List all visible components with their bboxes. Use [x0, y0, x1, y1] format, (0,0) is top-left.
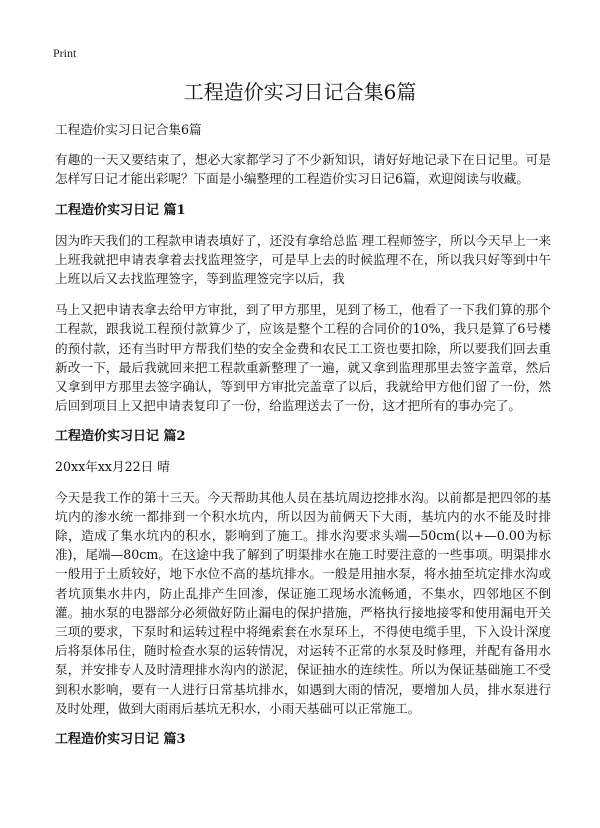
- section-1-paragraph-1: 因为昨天我们的工程款申请表填好了，还没有拿给总监 理工程师签字，所以今天早上一来上班我就把申请表拿着去找监理签字，可是早上去的时候监理不在，所以我只好等到中午上班以后又去找监理签字，等到监理签完字以后，我: [55, 232, 551, 287]
- print-label[interactable]: Print: [53, 46, 77, 60]
- article-subtitle: 工程造价实习日记合集6篇: [55, 122, 202, 137]
- article-body: [55, 120, 551, 760]
- section-1-paragraph-2: 马上又把申请表拿去给甲方审批，到了甲方那里，见到了杨工，他看了一下我们算的那个工程款，跟我说工程预付款算少了，应该是整个工程的合同价的10%，我只是算了6号楼的预付款，还有当时甲方帮我们垫的安全金费和农民工工资也要扣除，所以要我们回去重新改一下，最后我就回来把工程款重新整理了一遍，就又拿到监理那里去签字盖章，然后又拿到甲方那里去签字确认，等到甲方审批完盖章了以后，我就给甲方他们留了一份，然后回到项目上又把申请表复印了一份，给监理送去了一份，这才把所有的事办完了。: [55, 302, 551, 414]
- page-title: 工程造价实习日记合集6篇: [183, 80, 417, 104]
- section-heading-1: 工程造价实习日记 篇1: [55, 202, 186, 218]
- section-heading-2: 工程造价实习日记 篇2: [55, 429, 186, 445]
- section-2-date: 20xx年xx月22日 晴: [55, 459, 170, 475]
- section-heading-3: 工程造价实习日记 篇3: [55, 732, 186, 748]
- intro-paragraph: 有趣的一天又要结束了，想必大家都学习了不少新知识，请好好地记录下在日记里。可是怎样写日记才能出彩呢？下面是小编整理的工程造价实习日记6篇，欢迎阅读与收藏。: [55, 152, 551, 187]
- section-2-paragraph-1: 今天是我工作的第十三天。今天帮助其他人员在基坑周边挖排水沟。以前都是把四邻的基坑内的渗水统一都排到一个积水坑内，所以因为前俩天下大雨，基坑内的水不能及时排除，造成了集水坑内的积水，影响到了施工。排水沟要求头端—50cm(以+—0.00为标准)，尾端—80cm。在这途中我了解到了明渠排水在施工时要注意的一些事项。明渠排水一般用于土质较好，地下水位不高的基坑排水。一般是用抽水泵，将水抽至坑定排水沟或者坑顶集水井内，防止乱排产生回渗，保证施工现场水流畅通，不集水，四邻地区不倒灌。抽水泵的电器部分必须做好防止漏电的保护措施，严格执行接地接零和使用漏电开关三项的要求，下泵时和运转过程中将绳索套在水泵环上，不得使电缆手里，下入设计深度后将泵体吊住，随时检查水泵的运转情况，对运转不正常的水泵及时修理，并配有备用水泵，并安排专人及时清理排水沟内的淤泥，保证抽水的连续性。所以为保证基础施工不受到积水影响，要有一人进行日常基坑排水，如遇到大雨的情况，要增加人员，排水泵进行及时处理，做到大雨雨后基坑无积水，小雨天基础可以正常施工。: [55, 489, 551, 716]
